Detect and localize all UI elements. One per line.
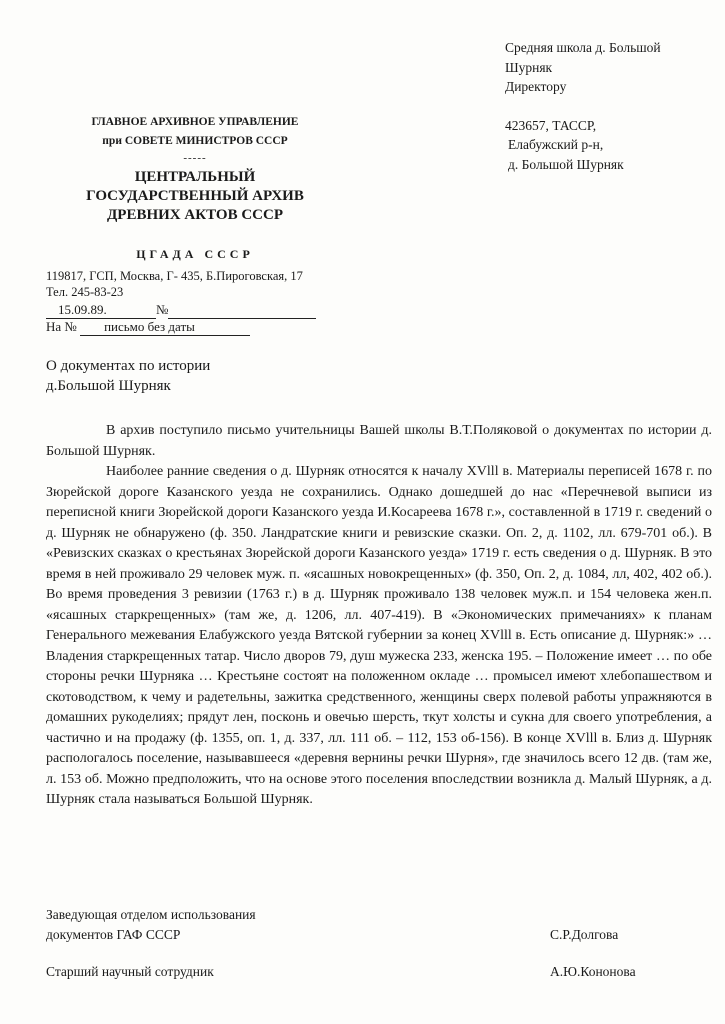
recipient-line: Средняя школа д. Большой — [505, 40, 661, 55]
org-name — [60, 168, 330, 225]
registration-block — [46, 302, 316, 336]
recipient-line: Директору — [505, 79, 567, 94]
org-abbreviation: ЦГАДА СССР — [136, 247, 254, 261]
org-name-line: ДРЕВНИХ АКТОВ СССР — [106, 207, 283, 223]
reply-row — [46, 319, 316, 336]
org-parent-line: при СОВЕТЕ МИНИСТРОВ СССР — [102, 135, 288, 147]
subject-line: д.Большой Шурняк — [46, 378, 171, 394]
registration-date-row — [46, 302, 316, 319]
number-blank — [168, 302, 316, 319]
signature-name: С.Р.Долгова — [550, 927, 619, 942]
reply-value: письмо без даты — [80, 319, 250, 336]
signature-title-line: документов ГАФ СССР — [46, 927, 181, 942]
subject — [46, 356, 210, 396]
letterhead — [60, 113, 330, 262]
reply-label: На № — [46, 319, 77, 334]
signature-name: А.Ю.Кононова — [550, 964, 636, 979]
signature-title — [46, 905, 256, 945]
letter-date: 15.09.89. — [46, 302, 156, 319]
recipient-postal-line: 423657, ТАССР, — [505, 117, 597, 133]
org-name-line: ГОСУДАРСТВЕННЫЙ АРХИВ — [86, 188, 304, 204]
phone-line: Тел. 245-83-23 — [46, 285, 124, 299]
recipient-postal-line: Елабужский р-н, — [508, 137, 604, 152]
org-name-line: ЦЕНТРАЛЬНЫЙ — [134, 169, 256, 185]
number-label: № — [156, 302, 169, 317]
signature-title-line: Заведующая отделом использования — [46, 907, 256, 922]
org-parent-line: ГЛАВНОЕ АРХИВНОЕ УПРАВЛЕНИЕ — [91, 116, 299, 128]
body-paragraph: Наиболее ранние сведения о д. Шурняк относятся к началу XVlll в. Материалы переписей 1678 г. по Зюрейской дороге Казанского уезда не сохранились. Однако дошедшей до нас «Перечневой выписи из переписной книги Зюрейской дороги Казанского уезда И.Косареева 1678 г.», составленной в 1719 г. сведений о д. Шурняк не обнаружено (ф. 350. Ландратские книги и ревизские сказки. Оп. 2, д. 1102, лл. 679-701 об.). В «Ревизских сказках о крестьянах Зюрейской дороги Казанского уезда» 1719 г. есть сведения о д. Шурняк. В это время в ней проживало 29 человек муж. п. «ясашных новокрещенных» (ф. 350, Оп. 2, д. 1084, лл, 402, 402 об.). Во время проведения 3 ревизии (1763 г.) в д. Шурняк проживало 138 человек муж.п. и 154 человека жен.п. «ясашных старкрещенных» (там же, д. 1206, лл. 407-419). В «Экономических примечаниях» к планам Генерального межевания Елабужского уезда Вятской губернии за конец XVlll в. Есть описание д. Шурняк:» … Владения старкрещенных татар. Число дворов 79, душ мужеска 233, женска 195. – Положение имеет … по обе стороны речки Шурняка … Крестьяне состоят на положенном окладе … промысел имеют хлебопашеством и скотоводством, к чему и радетельны, зажитка средственного, женщины сверх полевой работы упражняются в домашних рукоделиях; прядут лен, посконь и овечью шерсть, ткут холсты и сукна для своего употребления, а частично и на продажу (ф. 1355, оп. 1, д. 337, лл. 111 об. – 112, 153 об-156). В конце XVlll в. Близ д. Шурняк распологалось поселение, называвшееся «деревня вернины речки Шурня», где значилось всего 12 дв. (там же, л. 153 об. Можно предположить, что на основе этого поселения впоследствии возникла д. Малый Шурняк, а д. Шурняк стала называться Большой Шурняк. — [46, 464, 712, 807]
signature-title-line: Старший научный сотрудник — [46, 964, 214, 979]
body-paragraph: В архив поступило письмо учительницы Вашей школы В.Т.Поляковой о документах по истории д. Большой Шурняк. — [46, 423, 712, 459]
recipient-line: Шурняк — [505, 59, 553, 75]
subject-line: О документах по истории — [46, 358, 211, 374]
recipient-block — [505, 38, 661, 174]
signature-title — [46, 962, 214, 982]
recipient-postal-line: д. Большой Шурняк — [508, 156, 624, 172]
address-line: 119817, ГСП, Москва, Г- 435, Б.Пироговская, 17 — [46, 269, 303, 283]
org-divider: ----- — [183, 152, 207, 164]
org-address — [46, 268, 303, 300]
letter-body — [46, 421, 712, 811]
